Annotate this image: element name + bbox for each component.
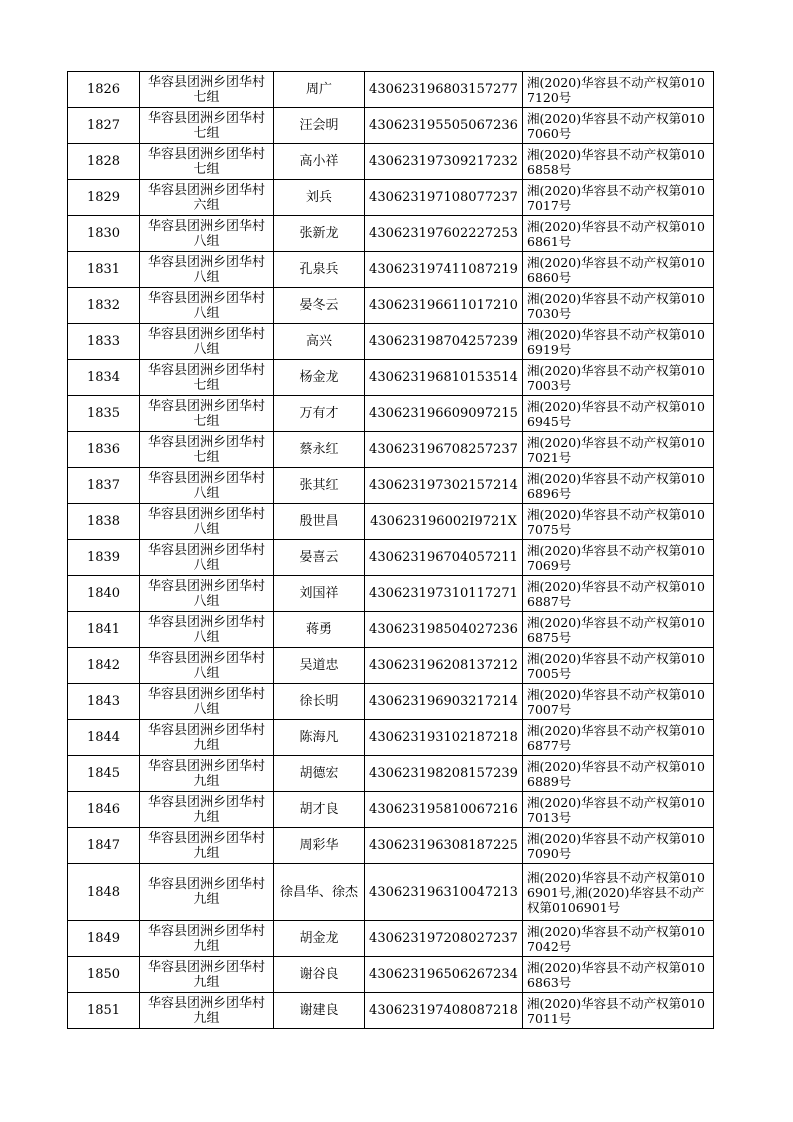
id-number-cell: 430623197411087219: [365, 252, 523, 288]
address-cell: 华容县团洲乡团华村八组: [140, 504, 274, 540]
owner-name-cell: 吴道忠: [274, 648, 365, 684]
id-number-cell: 430623197208027237: [365, 921, 523, 957]
owner-name-cell: 殷世昌: [274, 504, 365, 540]
row-number: 1841: [68, 612, 140, 648]
address-cell: 华容县团洲乡团华村九组: [140, 792, 274, 828]
table-row: [68, 648, 714, 684]
owner-name-cell: 刘兵: [274, 180, 365, 216]
address-cell: 华容县团洲乡团华村七组: [140, 432, 274, 468]
table-row: [68, 432, 714, 468]
owner-name-cell: 谢谷良: [274, 957, 365, 993]
certificate-number-cell: 湘(2020)华容县不动产权第0107013号: [523, 792, 714, 828]
row-number: 1826: [68, 72, 140, 108]
table-row: [68, 468, 714, 504]
address-cell: 华容县团洲乡团华村九组: [140, 828, 274, 864]
certificate-number-cell: 湘(2020)华容县不动产权第0106896号: [523, 468, 714, 504]
row-number: 1842: [68, 648, 140, 684]
address-cell: 华容县团洲乡团华村七组: [140, 72, 274, 108]
id-number-cell: 430623196506267234: [365, 957, 523, 993]
certificate-number-cell: 湘(2020)华容县不动产权第0106863号: [523, 957, 714, 993]
id-number-cell: 430623197310117271: [365, 576, 523, 612]
certificate-number-cell: 湘(2020)华容县不动产权第0107017号: [523, 180, 714, 216]
certificate-number-cell: 湘(2020)华容县不动产权第0107042号: [523, 921, 714, 957]
row-number: 1851: [68, 993, 140, 1029]
certificate-number-cell: 湘(2020)华容县不动产权第0106858号: [523, 144, 714, 180]
owner-name-cell: 徐昌华、徐杰: [274, 864, 365, 921]
table-row: [68, 921, 714, 957]
address-cell: 华容县团洲乡团华村七组: [140, 108, 274, 144]
certificate-number-cell: 湘(2020)华容县不动产权第0106945号: [523, 396, 714, 432]
owner-name-cell: 汪会明: [274, 108, 365, 144]
owner-name-cell: 周彩华: [274, 828, 365, 864]
address-cell: 华容县团洲乡团华村八组: [140, 216, 274, 252]
table-row: [68, 324, 714, 360]
table-row: [68, 504, 714, 540]
row-number: 1838: [68, 504, 140, 540]
owner-name-cell: 周广: [274, 72, 365, 108]
owner-name-cell: 蔡永红: [274, 432, 365, 468]
row-number: 1831: [68, 252, 140, 288]
id-number-cell: 430623196704057211: [365, 540, 523, 576]
row-number: 1837: [68, 468, 140, 504]
table-row: [68, 216, 714, 252]
owner-name-cell: 谢建良: [274, 993, 365, 1029]
address-cell: 华容县团洲乡团华村七组: [140, 360, 274, 396]
id-number-cell: 430623196611017210: [365, 288, 523, 324]
table-row: [68, 957, 714, 993]
certificate-number-cell: 湘(2020)华容县不动产权第0106861号: [523, 216, 714, 252]
certificate-number-cell: 湘(2020)华容县不动产权第0106877号: [523, 720, 714, 756]
row-number: 1829: [68, 180, 140, 216]
table-row: [68, 144, 714, 180]
table-row: [68, 72, 714, 108]
address-cell: 华容县团洲乡团华村九组: [140, 957, 274, 993]
row-number: 1833: [68, 324, 140, 360]
owner-name-cell: 胡金龙: [274, 921, 365, 957]
owner-name-cell: 高小祥: [274, 144, 365, 180]
id-number-cell: 430623197309217232: [365, 144, 523, 180]
address-cell: 华容县团洲乡团华村九组: [140, 756, 274, 792]
row-number: 1834: [68, 360, 140, 396]
certificate-number-cell: 湘(2020)华容县不动产权第0106875号: [523, 612, 714, 648]
row-number: 1849: [68, 921, 140, 957]
row-number: 1843: [68, 684, 140, 720]
address-cell: 华容县团洲乡团华村九组: [140, 921, 274, 957]
table-row: [68, 540, 714, 576]
address-cell: 华容县团洲乡团华村八组: [140, 648, 274, 684]
row-number: 1844: [68, 720, 140, 756]
address-cell: 华容县团洲乡团华村八组: [140, 540, 274, 576]
row-number: 1848: [68, 864, 140, 921]
id-number-cell: 430623196810153514: [365, 360, 523, 396]
id-number-cell: 430623196002I9721X: [365, 504, 523, 540]
owner-name-cell: 陈海凡: [274, 720, 365, 756]
certificate-number-cell: 湘(2020)华容县不动产权第0106889号: [523, 756, 714, 792]
table-row: [68, 612, 714, 648]
table-row: [68, 684, 714, 720]
owner-name-cell: 孔泉兵: [274, 252, 365, 288]
table-row: [68, 792, 714, 828]
address-cell: 华容县团洲乡团华村九组: [140, 720, 274, 756]
id-number-cell: 430623197602227253: [365, 216, 523, 252]
address-cell: 华容县团洲乡团华村八组: [140, 288, 274, 324]
row-number: 1830: [68, 216, 140, 252]
id-number-cell: 430623193102187218: [365, 720, 523, 756]
owner-name-cell: 张其红: [274, 468, 365, 504]
certificate-number-cell: 湘(2020)华容县不动产权第0106919号: [523, 324, 714, 360]
address-cell: 华容县团洲乡团华村八组: [140, 468, 274, 504]
row-number: 1845: [68, 756, 140, 792]
certificate-number-cell: 湘(2020)华容县不动产权第0107011号: [523, 993, 714, 1029]
owner-name-cell: 晏冬云: [274, 288, 365, 324]
certificate-number-cell: 湘(2020)华容县不动产权第0107090号: [523, 828, 714, 864]
id-number-cell: 430623196708257237: [365, 432, 523, 468]
certificate-number-cell: 湘(2020)华容县不动产权第0107007号: [523, 684, 714, 720]
certificate-number-cell: 湘(2020)华容县不动产权第0107030号: [523, 288, 714, 324]
property-register-table: [67, 71, 714, 1029]
table-row: [68, 252, 714, 288]
table-row: [68, 864, 714, 921]
id-number-cell: 430623196803157277: [365, 72, 523, 108]
certificate-number-cell: 湘(2020)华容县不动产权第0107069号: [523, 540, 714, 576]
row-number: 1835: [68, 396, 140, 432]
row-number: 1836: [68, 432, 140, 468]
table-body: [68, 72, 714, 1029]
table-row: [68, 720, 714, 756]
row-number: 1850: [68, 957, 140, 993]
id-number-cell: 430623196903217214: [365, 684, 523, 720]
id-number-cell: 430623196308187225: [365, 828, 523, 864]
address-cell: 华容县团洲乡团华村八组: [140, 684, 274, 720]
id-number-cell: 430623198704257239: [365, 324, 523, 360]
id-number-cell: 430623197408087218: [365, 993, 523, 1029]
owner-name-cell: 晏喜云: [274, 540, 365, 576]
table-row: [68, 828, 714, 864]
table-row: [68, 756, 714, 792]
address-cell: 华容县团洲乡团华村八组: [140, 576, 274, 612]
address-cell: 华容县团洲乡团华村九组: [140, 993, 274, 1029]
id-number-cell: 430623196310047213: [365, 864, 523, 921]
owner-name-cell: 刘国祥: [274, 576, 365, 612]
table-row: [68, 108, 714, 144]
certificate-number-cell: 湘(2020)华容县不动产权第0107005号: [523, 648, 714, 684]
id-number-cell: 430623195810067216: [365, 792, 523, 828]
certificate-number-cell: 湘(2020)华容县不动产权第0106901号,湘(2020)华容县不动产权第0106901号: [523, 864, 714, 921]
row-number: 1847: [68, 828, 140, 864]
id-number-cell: 430623198504027236: [365, 612, 523, 648]
certificate-number-cell: 湘(2020)华容县不动产权第0107021号: [523, 432, 714, 468]
owner-name-cell: 万有才: [274, 396, 365, 432]
address-cell: 华容县团洲乡团华村六组: [140, 180, 274, 216]
id-number-cell: 430623197302157214: [365, 468, 523, 504]
table-row: [68, 993, 714, 1029]
address-cell: 华容县团洲乡团华村七组: [140, 396, 274, 432]
row-number: 1832: [68, 288, 140, 324]
certificate-number-cell: 湘(2020)华容县不动产权第0107120号: [523, 72, 714, 108]
id-number-cell: 430623195505067236: [365, 108, 523, 144]
table-row: [68, 360, 714, 396]
id-number-cell: 430623196609097215: [365, 396, 523, 432]
address-cell: 华容县团洲乡团华村八组: [140, 612, 274, 648]
owner-name-cell: 胡德宏: [274, 756, 365, 792]
address-cell: 华容县团洲乡团华村七组: [140, 144, 274, 180]
certificate-number-cell: 湘(2020)华容县不动产权第0107075号: [523, 504, 714, 540]
id-number-cell: 430623196208137212: [365, 648, 523, 684]
table-row: [68, 396, 714, 432]
certificate-number-cell: 湘(2020)华容县不动产权第0107003号: [523, 360, 714, 396]
address-cell: 华容县团洲乡团华村八组: [140, 252, 274, 288]
id-number-cell: 430623197108077237: [365, 180, 523, 216]
certificate-number-cell: 湘(2020)华容县不动产权第0106860号: [523, 252, 714, 288]
table-row: [68, 180, 714, 216]
owner-name-cell: 徐长明: [274, 684, 365, 720]
owner-name-cell: 杨金龙: [274, 360, 365, 396]
row-number: 1828: [68, 144, 140, 180]
id-number-cell: 430623198208157239: [365, 756, 523, 792]
owner-name-cell: 蒋勇: [274, 612, 365, 648]
certificate-number-cell: 湘(2020)华容县不动产权第0107060号: [523, 108, 714, 144]
table-row: [68, 576, 714, 612]
row-number: 1827: [68, 108, 140, 144]
address-cell: 华容县团洲乡团华村九组: [140, 864, 274, 921]
owner-name-cell: 胡才良: [274, 792, 365, 828]
table-row: [68, 288, 714, 324]
row-number: 1839: [68, 540, 140, 576]
certificate-number-cell: 湘(2020)华容县不动产权第0106887号: [523, 576, 714, 612]
row-number: 1840: [68, 576, 140, 612]
owner-name-cell: 高兴: [274, 324, 365, 360]
owner-name-cell: 张新龙: [274, 216, 365, 252]
row-number: 1846: [68, 792, 140, 828]
address-cell: 华容县团洲乡团华村八组: [140, 324, 274, 360]
